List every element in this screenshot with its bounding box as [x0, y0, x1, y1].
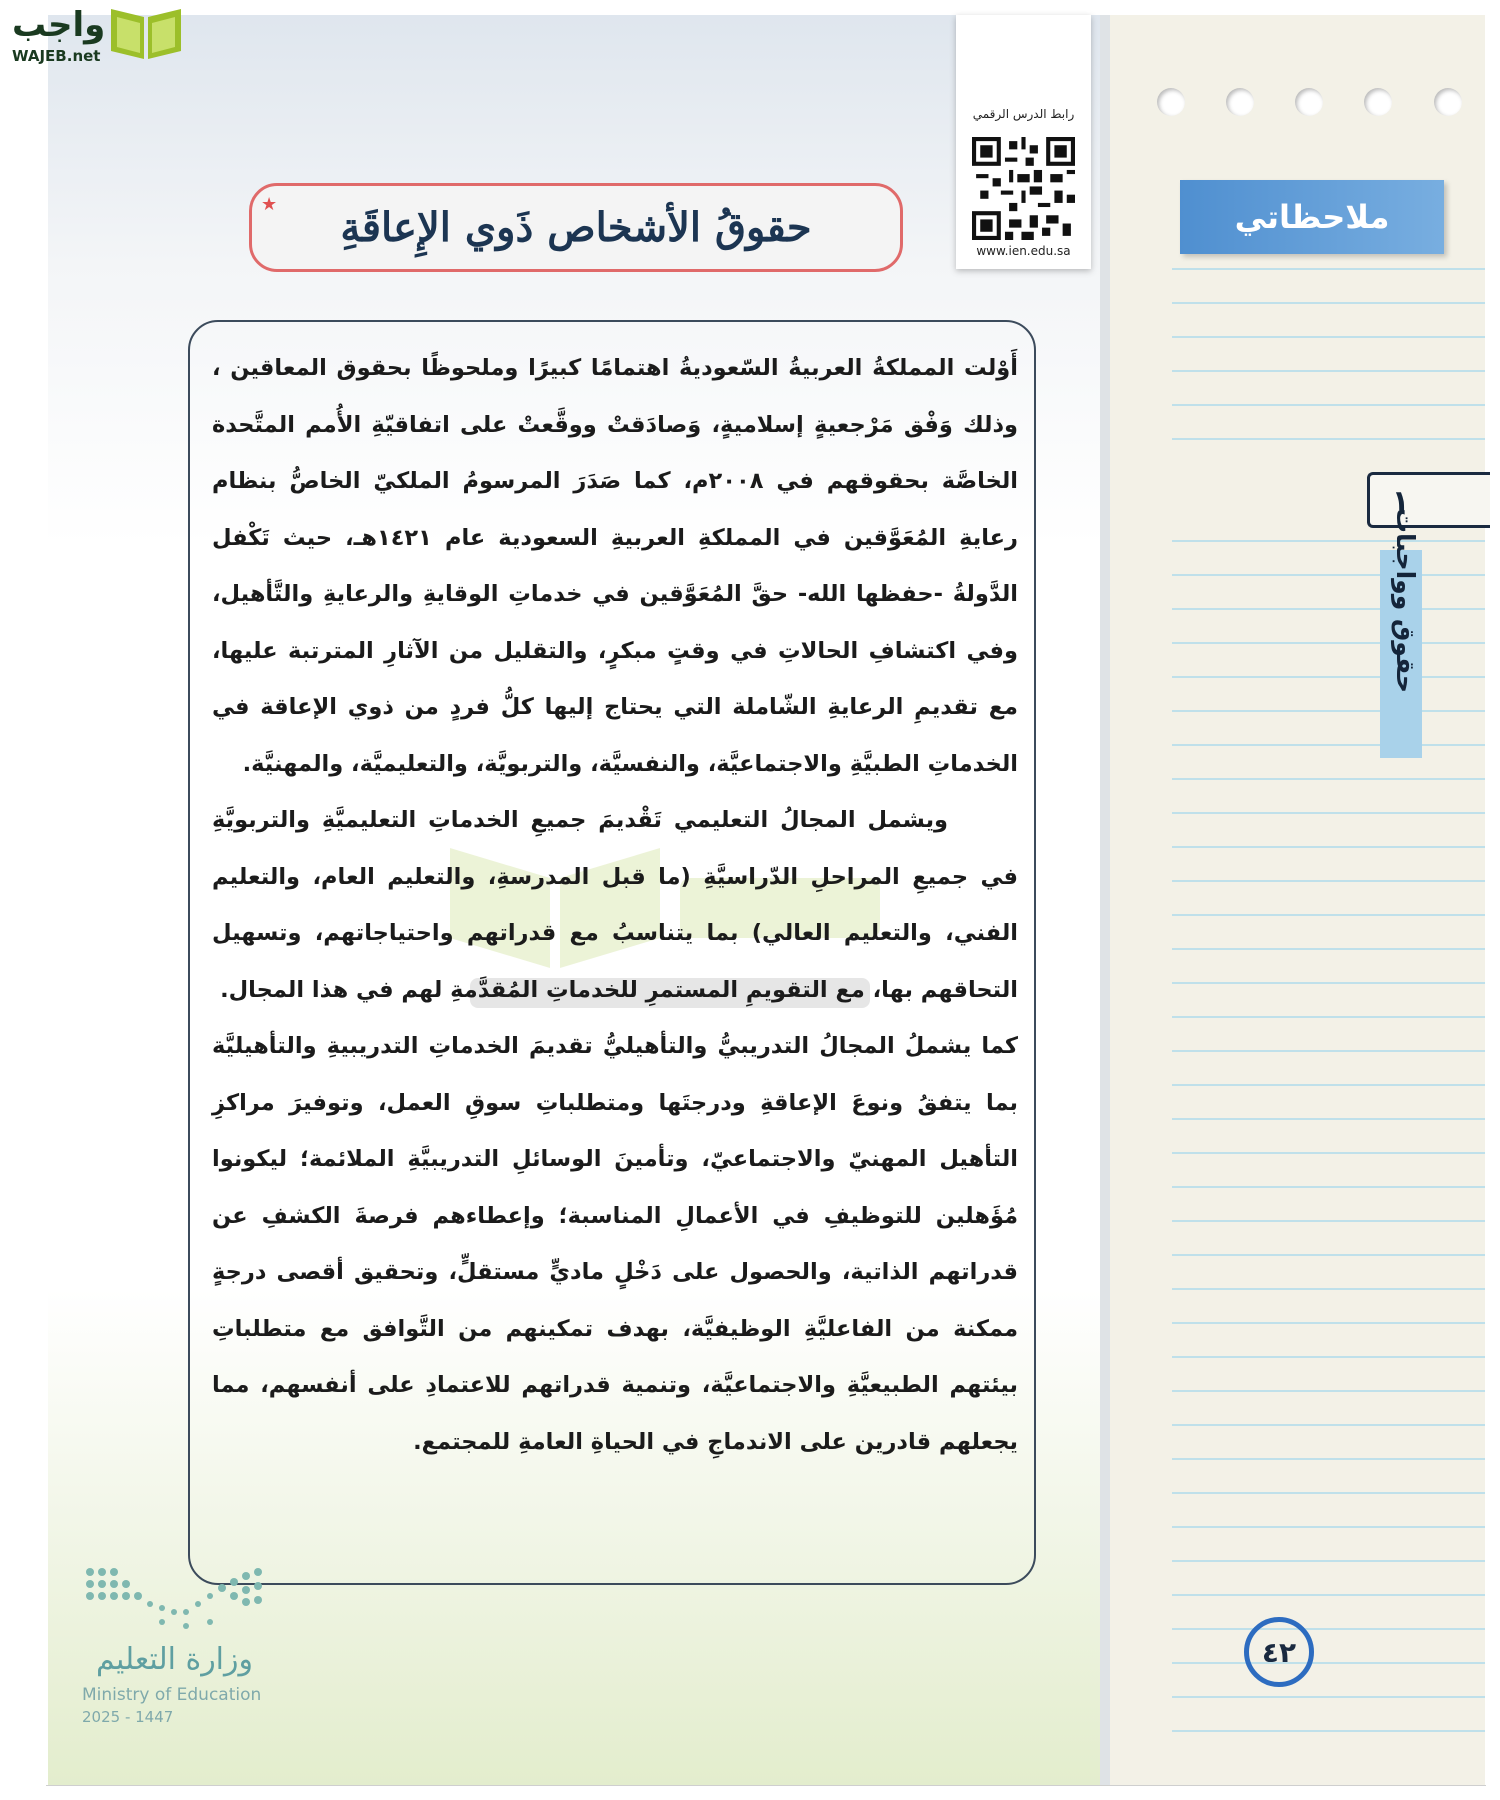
notes-line	[1172, 336, 1485, 338]
notes-line	[1172, 540, 1485, 542]
notes-line	[1172, 370, 1485, 372]
notes-line	[1172, 1696, 1485, 1698]
notes-line	[1172, 1594, 1485, 1596]
ministry-dots-icon	[82, 1560, 267, 1635]
notes-line	[1172, 404, 1485, 406]
body-paragraph-1: أَوْلت المملكةُ العربيةُ السّعوديةُ اهتمامًا كبيرًا وملحوظًا بحقوق المعاقين ، وذلك وَفْق مَرْجعيةٍ إسلاميةٍ، وَصادَقتْ ووقَّعتْ على اتفاقيّةِ الأُمم المتَّحدة الخاصَّة بحقوقهم في ٢٠٠٨م، كما صَدَرَ المرسومُ الملكيّ الخاصُّ بنظام رعايةِ المُعَوَّقين في المملكةِ العربيةِ السعودية عام ١٤٢١هـ، حيث تَكْفل الدَّولةُ -حفظها الله- حقَّ المُعَوَّقين في خدماتِ الوقايةِ والرعايةِ والتَّأهيل، وفي اكتشافِ الحالاتِ في وقتٍ مبكرٍ، والتقليل من الآثارِ المترتبة عليها، مع تقديمِ الرعايةِ الشّاملة التي يحتاج إليها كلُّ فردٍ من ذوي الإعاقة في الخدماتِ الطبيَّةِ والاجتماعيَّة، والنفسيَّة، والتربويَّة، والتعليميَّة، والمهنيَّة.	[212, 355, 1019, 777]
binder-hole	[1157, 88, 1185, 116]
notes-line	[1172, 982, 1485, 984]
unit-number-box	[1367, 472, 1490, 528]
binder-hole	[1295, 88, 1323, 116]
notes-line	[1172, 642, 1485, 644]
notes-line	[1172, 914, 1485, 916]
watermark-latin: WAJEB.net	[12, 47, 101, 65]
notes-line	[1172, 1050, 1485, 1052]
notes-line	[1172, 778, 1485, 780]
notes-line	[1172, 676, 1485, 678]
notes-line	[1172, 948, 1485, 950]
watermark-arabic: واجب	[12, 5, 106, 45]
binder-hole	[1226, 88, 1254, 116]
ministry-year: 2025 - 1447	[82, 1708, 174, 1726]
notes-strip	[1100, 15, 1485, 1785]
qr-code-icon[interactable]	[972, 137, 1075, 240]
notes-line	[1172, 574, 1485, 576]
binder-hole	[1434, 88, 1462, 116]
notes-line	[1172, 438, 1485, 440]
page-number	[1244, 1617, 1314, 1687]
notes-line	[1172, 1118, 1485, 1120]
notes-line	[1172, 1152, 1485, 1154]
lesson-body	[212, 340, 1018, 1470]
body-paragraph-2: ويشمل المجالُ التعليمي تَقْديمَ جميعِ الخدماتِ التعليميَّةِ والتربويَّةِ في جميعِ المراحلِ الدّراسيَّةِ (ما قبل المدرسةِ، والتعليم العام، والتعليم الفني، والتعليم العالي) بما يتناسبُ مع قدراتهم واحتياجاتهم، وتسهيل التحاقهم بها، مع التقويمِ المستمرِ للخدماتِ المُقدَّمةِ لهم في هذا المجال.	[212, 807, 1018, 1003]
watermark-logo[interactable]	[12, 5, 192, 71]
notes-line	[1172, 1322, 1485, 1324]
notes-line	[1172, 744, 1485, 746]
notes-line	[1172, 812, 1485, 814]
notes-line	[1172, 1492, 1485, 1494]
lesson-title-box	[249, 183, 903, 272]
notes-line	[1172, 1662, 1485, 1664]
lesson-title: حقوقُ الأشخاص ذَوي الإِعاقَةِ	[340, 204, 812, 251]
notes-line	[1172, 880, 1485, 882]
notes-line	[1172, 1526, 1485, 1528]
notes-line	[1172, 1186, 1485, 1188]
star-icon: ★	[261, 194, 278, 215]
ministry-english: Ministry of Education	[82, 1685, 262, 1705]
book-icon	[107, 5, 185, 61]
notes-line	[1172, 1628, 1485, 1630]
notes-line	[1172, 846, 1485, 848]
qr-card[interactable]	[956, 15, 1091, 269]
notes-line	[1172, 1288, 1485, 1290]
binder-hole	[1364, 88, 1392, 116]
page-number-text: ٤٢	[1261, 1635, 1297, 1669]
notes-line	[1172, 1016, 1485, 1018]
notes-line	[1172, 1424, 1485, 1426]
notes-line	[1172, 1390, 1485, 1392]
notes-line	[1172, 1254, 1485, 1256]
notes-line	[1172, 710, 1485, 712]
qr-label: رابط الدرس الرقمي	[972, 107, 1075, 121]
unit-title	[1384, 603, 1420, 693]
notes-line	[1172, 268, 1485, 270]
notes-line	[1172, 302, 1485, 304]
notes-tab	[1180, 180, 1444, 254]
notes-line	[1172, 1356, 1485, 1358]
ministry-arabic: وزارة التعليم	[95, 1642, 253, 1677]
notes-line	[1172, 1220, 1485, 1222]
notes-title: ملاحظاتي	[1234, 198, 1390, 236]
unit-number: ١	[1392, 483, 1410, 517]
body-paragraph-3: كما يشملُ المجالُ التدريبيُّ والتأهيليُّ تقديمَ الخدماتِ التدريبيةِ والتأهيليَّة بما يتفقُ ونوعَ الإعاقةِ ودرجتَها ومتطلباتِ سوقِ العمل، وتوفيرَ مراكزِ التأهيل المهنيّ والاجتماعيّ، وتأمينَ الوسائلِ التدريبيَّةِ الملائمة؛ ليكونوا مُؤَهلين للتوظيفِ في الأعمالِ المناسبة؛ وإعطاءهم فرصةَ الكشفِ عن قدراتهم الذاتية، والحصول على دَخْلٍ ماديٍّ مستقلٍّ، وتحقيق أقصى درجةٍ ممكنة من الفاعليَّةِ الوظيفيَّة، بهدف تمكينهم من التَّوافق مع متطلباتِ بيئتهم الطبيعيَّةِ والاجتماعيَّة، وتنمية قدراتهم للاعتمادِ على أنفسهم، مما يجعلهم قادرين على الاندماجِ في الحياةِ العامةِ للمجتمع.	[212, 1033, 1018, 1455]
notes-line	[1172, 1730, 1485, 1732]
notes-line	[1172, 608, 1485, 610]
notes-line	[1172, 1084, 1485, 1086]
ministry-logo	[82, 1560, 282, 1730]
page-bottom-border	[46, 1785, 1486, 1786]
notes-line	[1172, 1458, 1485, 1460]
qr-url[interactable]: www.ien.edu.sa	[976, 244, 1071, 258]
notes-line	[1172, 1560, 1485, 1562]
